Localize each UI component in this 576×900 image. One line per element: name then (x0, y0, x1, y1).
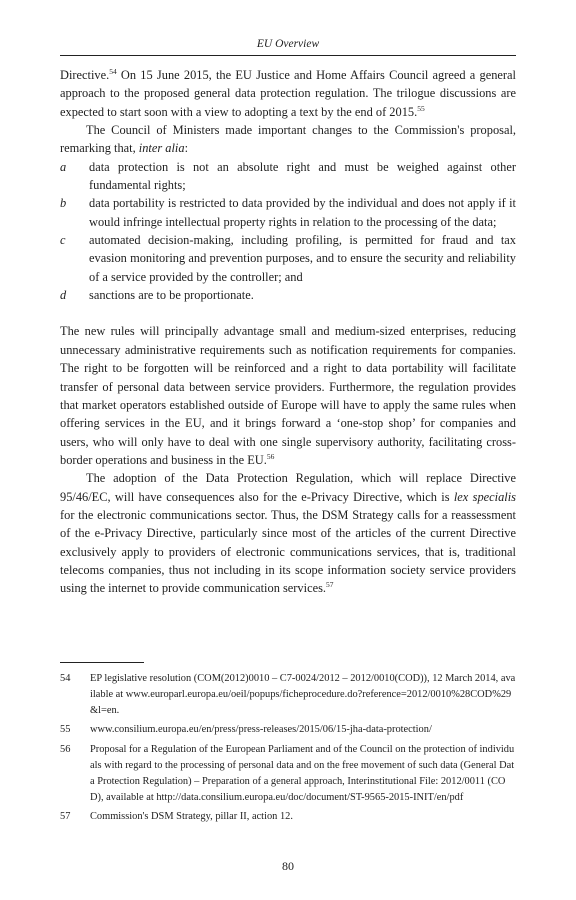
footnote-ref-54[interactable]: 54 (109, 67, 117, 76)
footnote-56 (60, 742, 516, 805)
footnote-number: 57 (60, 811, 71, 823)
footnote-number: 55 (60, 724, 71, 736)
list-marker-c: c (60, 233, 66, 248)
paragraph-4-emphasis: lex specialis (453, 489, 516, 504)
list-text-c: automated decision-making, including profiling, is permitted for fraud and tax evasion monitoring and prevention purposes, and to ensure the security and reliability of a service provided by the controller; and (89, 233, 516, 284)
list-item-a (60, 158, 516, 195)
list-item-d (60, 286, 516, 304)
footnote-number: 54 (60, 673, 71, 684)
paragraph-4-text-a: The adoption of the Data Protection Regulation, which will replace Directive 95/46/EC, will have consequences also for the e-Privacy Directive, which is (60, 471, 516, 504)
paragraph-1-text-b: On 15 June 2015, the EU Justice and Home Affairs Council agreed a general approach to the proposed general data protection regulation. The trilogue discussions are expected to start soon with a view to adopting a text by the end of 2015. (60, 68, 516, 119)
page-number: 80 (282, 859, 294, 873)
paragraph-2-text-b: : (184, 141, 189, 156)
list-marker-a: a (60, 159, 67, 174)
footnote-text: Proposal for a Regulation of the European Parliament and of the Council on the protection of individuals with regard to the processing of personal data and on the free movement of such data (General Data Protection Regulation) – Preparation of a general approach, Interinstitutional File: 2012/0011 (COD), available at http://data.consilium.europa.eu/doc/document/ST-9565-2015-INIT/en/pdf (90, 744, 515, 803)
footnote-57 (60, 809, 516, 825)
paragraph-2 (60, 121, 516, 158)
paragraph-4 (60, 469, 516, 597)
footnote-55 (60, 722, 516, 738)
paragraph-1-text-a: Directive. (60, 68, 110, 82)
paragraph-4-text-b: for the electronic communications sector. Thus, the DSM Strategy calls for a reassessment of the e-Privacy Directive, particularly since most of the articles of the current Directive exclusively apply to providers of electronic communications services, that is, traditional telecoms companies, thus not including in its scope information society service providers using the internet to provide communication services. (60, 507, 516, 596)
running-header: EU Overview (256, 38, 320, 50)
paragraph-3 (60, 322, 516, 469)
footnote-text: www.consilium.europa.eu/en/press/press-releases/2015/06/15-jha-data-protection/ (90, 724, 432, 736)
conditions-list (60, 158, 516, 305)
footnote-54 (60, 671, 516, 718)
list-text-a: data protection is not an absolute right and must be weighed against other fundamental rights; (89, 159, 516, 193)
footnote-ref-55[interactable]: 55 (417, 103, 425, 113)
list-item-c (60, 231, 516, 286)
paragraph-2-text-a: The Council of Ministers made important changes to the Commission's proposal, remarking that, (60, 123, 516, 156)
main-text (60, 66, 516, 598)
footnote-rule (60, 662, 144, 663)
list-marker-d: d (60, 288, 67, 303)
list-text-d: sanctions are to be proportionate. (89, 288, 254, 303)
list-marker-b: b (60, 196, 67, 211)
list-text-b: data portability is restricted to data provided by the individual and does not apply if it would infringe intellectual property rights in relation to the processing of the data; (89, 196, 516, 229)
paragraph-3-text: The new rules will principally advantage small and medium-sized enterprises, reducing unnecessary administrative requirements such as notification requirements for companies. The right to be forgotten will be reinforced and a right to data portability will facilitate transfer of personal data between service providers. Furthermore, the regulation provides that market operators established outside of Europe will have to apply the same rules when offering services in the EU, and it brings forward a ‘one-stop shop’ for companies and users, who will only have to deal with one single supervisory authority, facilitating cross-border operations and business in the EU. (60, 324, 516, 467)
footnote-ref-57[interactable]: 57 (326, 580, 334, 590)
footnote-text: Commission's DSM Strategy, pillar II, action 12. (90, 811, 293, 823)
footnote-text: EP legislative resolution (COM(2012)0010 – C7-0024/2012 – 2012/0010(COD)), 12 March 2014, available at www.europarl.europa.eu/oeil/popups/ficheprocedure.do?reference=2012/0010%28COD%29&l=en. (90, 673, 516, 716)
footnote-number: 56 (60, 744, 71, 756)
footnotes (60, 671, 516, 829)
footnote-ref-56[interactable]: 56 (266, 451, 275, 461)
paragraph-2-emphasis: inter alia (138, 141, 185, 156)
list-item-b (60, 194, 516, 231)
header-rule (60, 55, 516, 56)
paragraph-1 (60, 66, 516, 121)
